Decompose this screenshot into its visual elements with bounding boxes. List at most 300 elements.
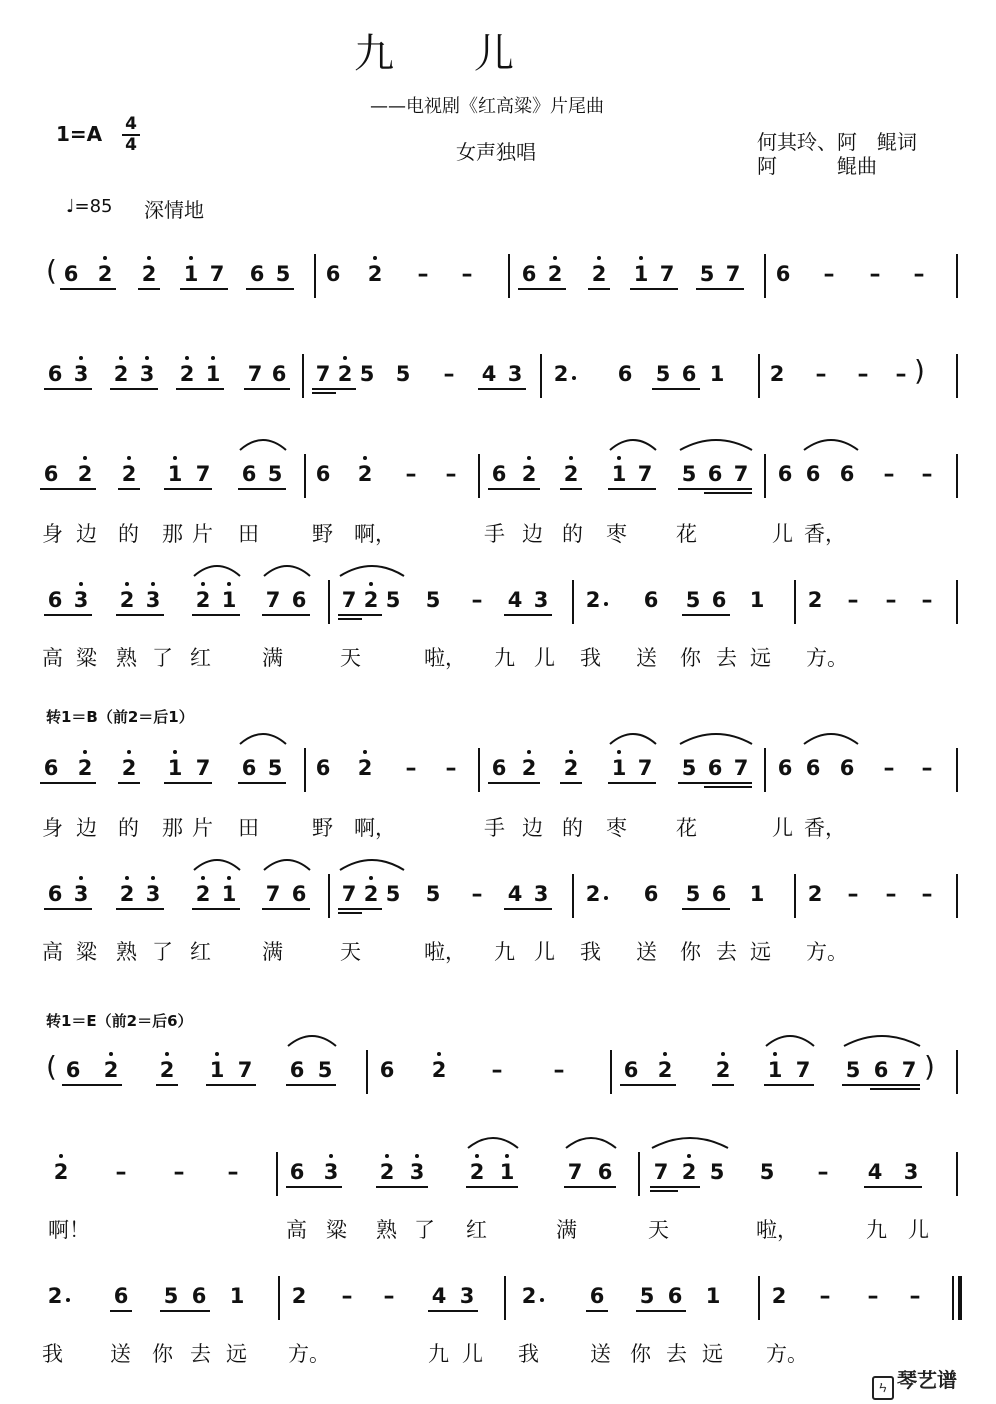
beam	[466, 1186, 518, 1188]
dot-high	[109, 1052, 113, 1056]
note: 7	[265, 588, 281, 612]
note: 2	[715, 1058, 731, 1082]
dash: –	[445, 756, 457, 781]
note: 7	[567, 1160, 583, 1184]
note: 1	[767, 1058, 783, 1082]
lyric-syllable: 了	[152, 646, 173, 670]
note: 2	[591, 262, 607, 286]
lyric-syllable: 红	[466, 1218, 487, 1242]
dot-high	[597, 256, 601, 260]
barline	[610, 1050, 612, 1094]
barline	[956, 254, 958, 298]
beam	[338, 618, 362, 620]
dot-high	[127, 456, 131, 460]
note: 6	[325, 262, 341, 286]
lyric-syllable: 高	[42, 646, 63, 670]
note: 2	[469, 1160, 485, 1184]
dot-high	[569, 750, 573, 754]
barline	[956, 748, 958, 792]
lyric-syllable: 去	[666, 1342, 687, 1366]
dot-high	[83, 456, 87, 460]
slur	[680, 440, 752, 450]
note: 2	[47, 1284, 63, 1308]
paren-open: (	[46, 1050, 57, 1083]
dot-high	[165, 1052, 169, 1056]
note: 5	[425, 882, 441, 906]
lyric-syllable: 送	[636, 940, 657, 964]
note: 5	[709, 1160, 725, 1184]
barline	[764, 454, 766, 498]
lyric-syllable: 儿	[772, 816, 793, 840]
lyric-syllable: 满	[262, 940, 283, 964]
dash: –	[405, 462, 417, 487]
dot-high	[569, 456, 573, 460]
dot-high	[79, 582, 83, 586]
barline	[956, 1152, 958, 1196]
note: 1	[499, 1160, 515, 1184]
barline	[304, 748, 306, 792]
beam	[608, 488, 656, 490]
note: 2	[179, 362, 195, 386]
note: 7	[725, 262, 741, 286]
note: 6	[289, 1058, 305, 1082]
note: 5	[267, 756, 283, 780]
note: 2	[807, 588, 823, 612]
lyric-syllable: 天	[340, 940, 361, 964]
barline	[794, 874, 796, 918]
lyric-syllable: 了	[152, 940, 173, 964]
dash: –	[909, 1284, 921, 1309]
beam	[116, 614, 164, 616]
note: 7	[341, 588, 357, 612]
barline	[276, 1152, 278, 1196]
dot-high	[79, 356, 83, 360]
note: 5	[267, 462, 283, 486]
note: 4	[867, 1160, 883, 1184]
note: 6	[775, 262, 791, 286]
dot-high	[663, 1052, 667, 1056]
dot-high	[343, 356, 347, 360]
dot-high	[437, 1052, 441, 1056]
lyric-syllable: 边	[522, 522, 543, 546]
dash: –	[895, 362, 907, 387]
note: 2	[77, 462, 93, 486]
note: 6	[711, 882, 727, 906]
barline	[278, 1276, 280, 1320]
lyric-syllable: 片	[192, 816, 213, 840]
note: 2	[121, 462, 137, 486]
dot-high	[385, 1154, 389, 1158]
note: 2	[379, 1160, 395, 1184]
note: 4	[507, 588, 523, 612]
beam	[286, 1186, 342, 1188]
lyric-syllable: 边	[76, 522, 97, 546]
dot-high	[553, 256, 557, 260]
lyric-syllable: 送	[590, 1342, 611, 1366]
beam	[682, 908, 730, 910]
dash: –	[819, 1284, 831, 1309]
note: 6	[249, 262, 265, 286]
lyric-syllable: 九	[866, 1218, 887, 1242]
note: 6	[777, 756, 793, 780]
song-subtitle: ——电视剧《红高粱》片尾曲	[370, 96, 604, 117]
lyric-syllable: 了	[414, 1218, 435, 1242]
dash: –	[921, 588, 933, 613]
dash: –	[443, 362, 455, 387]
note: 6	[681, 362, 697, 386]
beam	[870, 1088, 920, 1090]
note: 6	[777, 462, 793, 486]
dot-high	[369, 582, 373, 586]
dash: –	[847, 882, 859, 907]
dash: –	[471, 882, 483, 907]
slur	[804, 440, 858, 450]
lyric-syllable: 片	[192, 522, 213, 546]
note: 6	[379, 1058, 395, 1082]
note: 2	[431, 1058, 447, 1082]
slur	[240, 734, 286, 744]
note: 6	[491, 462, 507, 486]
lyric-syllable: 九	[494, 646, 515, 670]
dash: –	[857, 362, 869, 387]
beam	[160, 1310, 210, 1312]
lyric-syllable: 香，	[804, 816, 846, 840]
dash: –	[867, 1284, 879, 1309]
lyric-syllable: 你	[152, 1342, 173, 1366]
note: 2	[357, 462, 373, 486]
lyric-syllable: 你	[630, 1342, 651, 1366]
beam	[238, 488, 286, 490]
beam	[712, 1084, 734, 1086]
dot-high	[475, 1154, 479, 1158]
note: 2	[121, 756, 137, 780]
note: 2	[357, 756, 373, 780]
note: 6	[617, 362, 633, 386]
lyric-syllable: 儿	[772, 522, 793, 546]
note: 2	[521, 1284, 537, 1308]
note: 2	[195, 882, 211, 906]
beam	[682, 614, 730, 616]
lyric-syllable: 你	[680, 940, 701, 964]
note: 2	[563, 462, 579, 486]
note: 7	[637, 756, 653, 780]
dot-high	[211, 356, 215, 360]
beam	[588, 288, 610, 290]
dash: –	[227, 1160, 239, 1185]
lyric-syllable: 啊，	[354, 816, 396, 840]
note: 7	[637, 462, 653, 486]
beam	[192, 614, 240, 616]
lyric-syllable: 熟	[376, 1218, 397, 1242]
augmentation-dot	[66, 1298, 70, 1302]
dash: –	[471, 588, 483, 613]
dot-high	[505, 1154, 509, 1158]
lyricist-credit: 何其玲、阿 鲲词	[757, 130, 917, 154]
note: 3	[323, 1160, 339, 1184]
augmentation-dot	[540, 1298, 544, 1302]
beam	[518, 288, 566, 290]
note: 1	[183, 262, 199, 286]
dash: –	[823, 262, 835, 287]
note: 7	[265, 882, 281, 906]
dash: –	[921, 756, 933, 781]
dot-high	[173, 456, 177, 460]
note: 2	[97, 262, 113, 286]
dash: –	[913, 262, 925, 287]
beam	[338, 908, 382, 910]
dot-high	[215, 1052, 219, 1056]
barline	[638, 1152, 640, 1196]
note: 3	[533, 882, 549, 906]
note: 1	[709, 362, 725, 386]
note: 6	[839, 756, 855, 780]
lyric-syllable: 方。	[806, 646, 848, 670]
note: 2	[681, 1160, 697, 1184]
note: 2	[53, 1160, 69, 1184]
note: 7	[341, 882, 357, 906]
dash: –	[921, 462, 933, 487]
lyric-syllable: 方。	[806, 940, 848, 964]
dot-high	[369, 876, 373, 880]
augmentation-dot	[604, 602, 608, 606]
beam	[478, 388, 526, 390]
dash: –	[815, 362, 827, 387]
note: 5	[425, 588, 441, 612]
dot-high	[79, 876, 83, 880]
beam	[44, 388, 92, 390]
note: 6	[291, 882, 307, 906]
note: 3	[145, 882, 161, 906]
dot-high	[189, 256, 193, 260]
dot-high	[119, 356, 123, 360]
barline	[304, 454, 306, 498]
note: 1	[705, 1284, 721, 1308]
lyric-syllable: 红	[190, 646, 211, 670]
note: 6	[597, 1160, 613, 1184]
note: 6	[643, 588, 659, 612]
barline	[302, 354, 304, 398]
note: 6	[805, 462, 821, 486]
note: 6	[623, 1058, 639, 1082]
slur	[288, 1036, 336, 1046]
note: 2	[521, 462, 537, 486]
lyric-syllable: 儿	[534, 940, 555, 964]
beam	[620, 1084, 676, 1086]
note: 6	[63, 262, 79, 286]
lyric-syllable: 满	[556, 1218, 577, 1242]
dash: –	[383, 1284, 395, 1309]
note: 2	[291, 1284, 307, 1308]
dot-high	[363, 750, 367, 754]
beam	[764, 1084, 814, 1086]
note: 1	[221, 588, 237, 612]
composer-credit: 阿 鲲曲	[757, 154, 877, 178]
lyric-syllable: 远	[750, 646, 771, 670]
tempo-marking: ♩=85	[66, 196, 113, 217]
lyric-syllable: 儿	[908, 1218, 929, 1242]
dot-high	[687, 1154, 691, 1158]
barline	[956, 874, 958, 918]
note: 5	[163, 1284, 179, 1308]
dot-high	[59, 1154, 63, 1158]
note: 2	[195, 588, 211, 612]
dot-high	[773, 1052, 777, 1056]
barline	[478, 748, 480, 792]
lyric-syllable: 儿	[462, 1342, 483, 1366]
dash: –	[115, 1160, 127, 1185]
beam	[564, 1186, 616, 1188]
time-signature-top: 4	[125, 114, 137, 134]
beam	[62, 1084, 122, 1086]
beam	[110, 388, 158, 390]
site-logo	[872, 1364, 957, 1400]
beam	[586, 1310, 608, 1312]
slur	[844, 1036, 920, 1046]
note: 2	[113, 362, 129, 386]
beam	[110, 1310, 132, 1312]
note: 2	[563, 756, 579, 780]
beam	[504, 908, 552, 910]
final-barline	[958, 1276, 962, 1320]
note: 6	[707, 462, 723, 486]
dot-high	[721, 1052, 725, 1056]
note: 3	[409, 1160, 425, 1184]
note: 5	[699, 262, 715, 286]
lyric-syllable: 儿	[534, 646, 555, 670]
dot-high	[363, 456, 367, 460]
note: 3	[507, 362, 523, 386]
dot-high	[617, 456, 621, 460]
dash: –	[885, 588, 897, 613]
lyric-syllable: 花	[676, 816, 697, 840]
beam	[312, 388, 356, 390]
dash: –	[445, 462, 457, 487]
slur	[194, 566, 240, 576]
note: 6	[43, 756, 59, 780]
lyric-syllable: 你	[680, 646, 701, 670]
note: 1	[749, 882, 765, 906]
slur	[468, 1138, 518, 1148]
note: 6	[191, 1284, 207, 1308]
note: 2	[159, 1058, 175, 1082]
beam	[44, 908, 92, 910]
note: 2	[141, 262, 157, 286]
lyric-syllable: 送	[636, 646, 657, 670]
note: 7	[247, 362, 263, 386]
note: 6	[589, 1284, 605, 1308]
lyric-syllable: 去	[716, 940, 737, 964]
beam	[60, 288, 116, 290]
note: 6	[711, 588, 727, 612]
note: 1	[633, 262, 649, 286]
lyric-syllable: 枣	[606, 816, 627, 840]
note: 6	[291, 588, 307, 612]
dot-high	[617, 750, 621, 754]
dash: –	[491, 1058, 503, 1083]
lyric-syllable: 身	[42, 816, 63, 840]
barline	[366, 1050, 368, 1094]
note: 7	[209, 262, 225, 286]
beam	[244, 388, 290, 390]
dash: –	[173, 1160, 185, 1185]
paren-open: (	[46, 254, 57, 287]
lyric-syllable: 九	[494, 940, 515, 964]
lyric-syllable: 啊，	[354, 522, 396, 546]
barline	[504, 1276, 506, 1320]
note: 1	[167, 462, 183, 486]
dot-high	[125, 876, 129, 880]
note: 6	[707, 756, 723, 780]
dot-high	[415, 1154, 419, 1158]
beam	[864, 1186, 922, 1188]
lyric-syllable: 啦，	[424, 940, 466, 964]
note: 7	[653, 1160, 669, 1184]
note: 6	[289, 1160, 305, 1184]
barline	[540, 354, 542, 398]
note: 2	[585, 882, 601, 906]
note: 3	[459, 1284, 475, 1308]
lyric-syllable: 高	[42, 940, 63, 964]
barline	[572, 580, 574, 624]
beam	[164, 782, 212, 784]
lyric-syllable: 粱	[76, 646, 97, 670]
dot-high	[639, 256, 643, 260]
note: 3	[73, 882, 89, 906]
note: 5	[759, 1160, 775, 1184]
note: 6	[873, 1058, 889, 1082]
lyric-syllable: 我	[42, 1342, 63, 1366]
note: 5	[681, 756, 697, 780]
note: 6	[47, 588, 63, 612]
lyric-syllable: 野	[312, 522, 333, 546]
lyric-syllable: 粱	[326, 1218, 347, 1242]
note: 6	[43, 462, 59, 486]
lyric-syllable: 去	[716, 646, 737, 670]
lyric-syllable: 满	[262, 646, 283, 670]
lyric-syllable: 的	[118, 816, 139, 840]
dash: –	[869, 262, 881, 287]
note: 5	[685, 882, 701, 906]
lyric-syllable: 花	[676, 522, 697, 546]
barline	[478, 454, 480, 498]
dot-high	[373, 256, 377, 260]
dot-high	[83, 750, 87, 754]
note: 5	[385, 588, 401, 612]
logo-text: 琴艺谱	[897, 1368, 957, 1392]
beam	[338, 614, 382, 616]
note: 3	[139, 362, 155, 386]
lyric-syllable: 方。	[766, 1342, 808, 1366]
note: 6	[271, 362, 287, 386]
note: 5	[845, 1058, 861, 1082]
note: 3	[73, 588, 89, 612]
beam	[636, 1310, 686, 1312]
lyric-syllable: 粱	[76, 940, 97, 964]
note: 5	[317, 1058, 333, 1082]
dot-high	[527, 456, 531, 460]
barline	[764, 748, 766, 792]
note: 3	[73, 362, 89, 386]
note: 7	[195, 462, 211, 486]
note: 7	[237, 1058, 253, 1082]
note: 6	[491, 756, 507, 780]
paren-close: )	[924, 1050, 935, 1083]
dash: –	[405, 756, 417, 781]
beam	[44, 614, 92, 616]
beam	[696, 288, 744, 290]
note: 5	[655, 362, 671, 386]
note: 5	[275, 262, 291, 286]
